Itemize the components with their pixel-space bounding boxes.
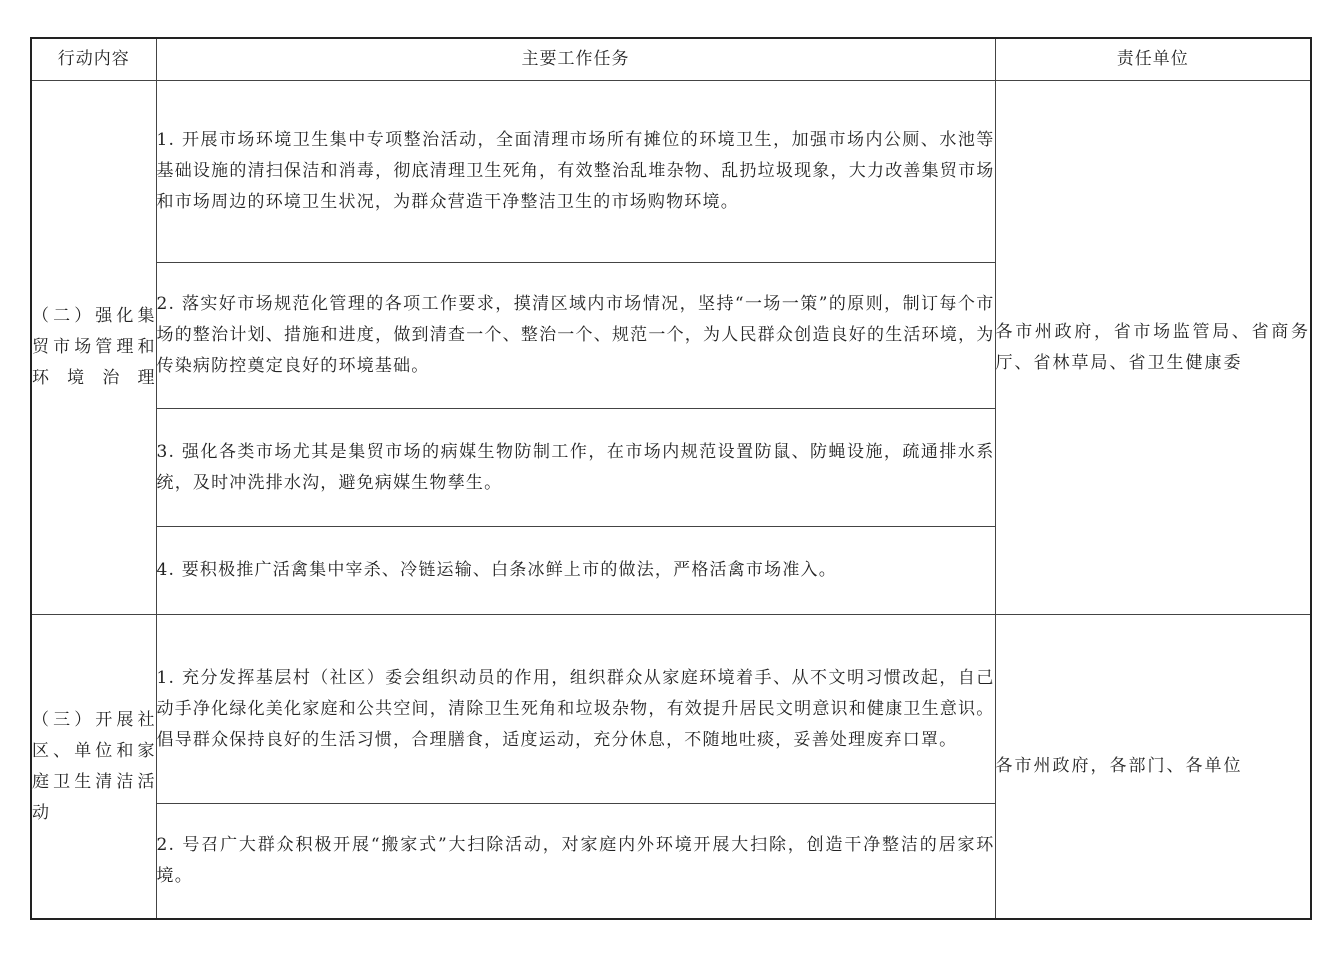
task-cell: 2. 号召广大群众积极开展“搬家式”大扫除活动，对家庭内外环境开展大扫除，创造干净整洁的居家环境。 bbox=[156, 804, 995, 920]
task-cell: 1. 开展市场环境卫生集中专项整治活动，全面清理市场所有摊位的环境卫生，加强市场内公厕、水池等基础设施的清扫保洁和消毒，彻底清理卫生死角，有效整治乱堆杂物、乱扔垃圾现象，大力改善集贸市场和市场周边的环境卫生状况，为群众营造干净整洁卫生的市场购物环境。 bbox=[156, 81, 995, 263]
task-cell: 3. 强化各类市场尤其是集贸市场的病媒生物防制工作，在市场内规范设置防鼠、防蝇设施，疏通排水系统，及时冲洗排水沟，避免病媒生物孳生。 bbox=[156, 409, 995, 527]
task-table bbox=[30, 37, 1312, 920]
table-row bbox=[31, 81, 1311, 263]
action-text: （三）开展社区、单位和家庭卫生清洁活动 bbox=[32, 709, 156, 823]
header-responsible-unit: 责任单位 bbox=[995, 38, 1311, 81]
header-action-content: 行动内容 bbox=[31, 38, 156, 81]
task-cell: 2. 落实好市场规范化管理的各项工作要求，摸清区域内市场情况，坚持“一场一策”的原则，制订每个市场的整治计划、措施和进度，做到清查一个、整治一个、规范一个，为人民群众创造良好的生活环境，为传染病防控奠定良好的环境基础。 bbox=[156, 263, 995, 409]
task-cell: 4. 要积极推广活禽集中宰杀、冷链运输、白条冰鲜上市的做法，严格活禽市场准入。 bbox=[156, 527, 995, 615]
task-cell: 1. 充分发挥基层村（社区）委会组织动员的作用，组织群众从家庭环境着手、从不文明习惯改起，自己动手净化绿化美化家庭和公共空间，清除卫生死角和垃圾杂物，有效提升居民文明意识和健康卫生意识。倡导群众保持良好的生活习惯，合理膳食，适度运动，充分休息，不随地吐痰，妥善处理废弃口罩。 bbox=[156, 615, 995, 804]
table-header-row bbox=[31, 38, 1311, 81]
unit-cell-section-3: 各市州政府，各部门、各单位 bbox=[995, 615, 1311, 920]
action-text: （二）强化集贸市场管理和环境治理 bbox=[32, 306, 156, 388]
header-main-tasks: 主要工作任务 bbox=[156, 38, 995, 81]
table-row bbox=[31, 615, 1311, 804]
action-cell-section-3 bbox=[31, 615, 156, 920]
unit-cell-section-2: 各市州政府，省市场监管局、省商务厅、省林草局、省卫生健康委 bbox=[995, 81, 1311, 615]
action-cell-section-2 bbox=[31, 81, 156, 615]
